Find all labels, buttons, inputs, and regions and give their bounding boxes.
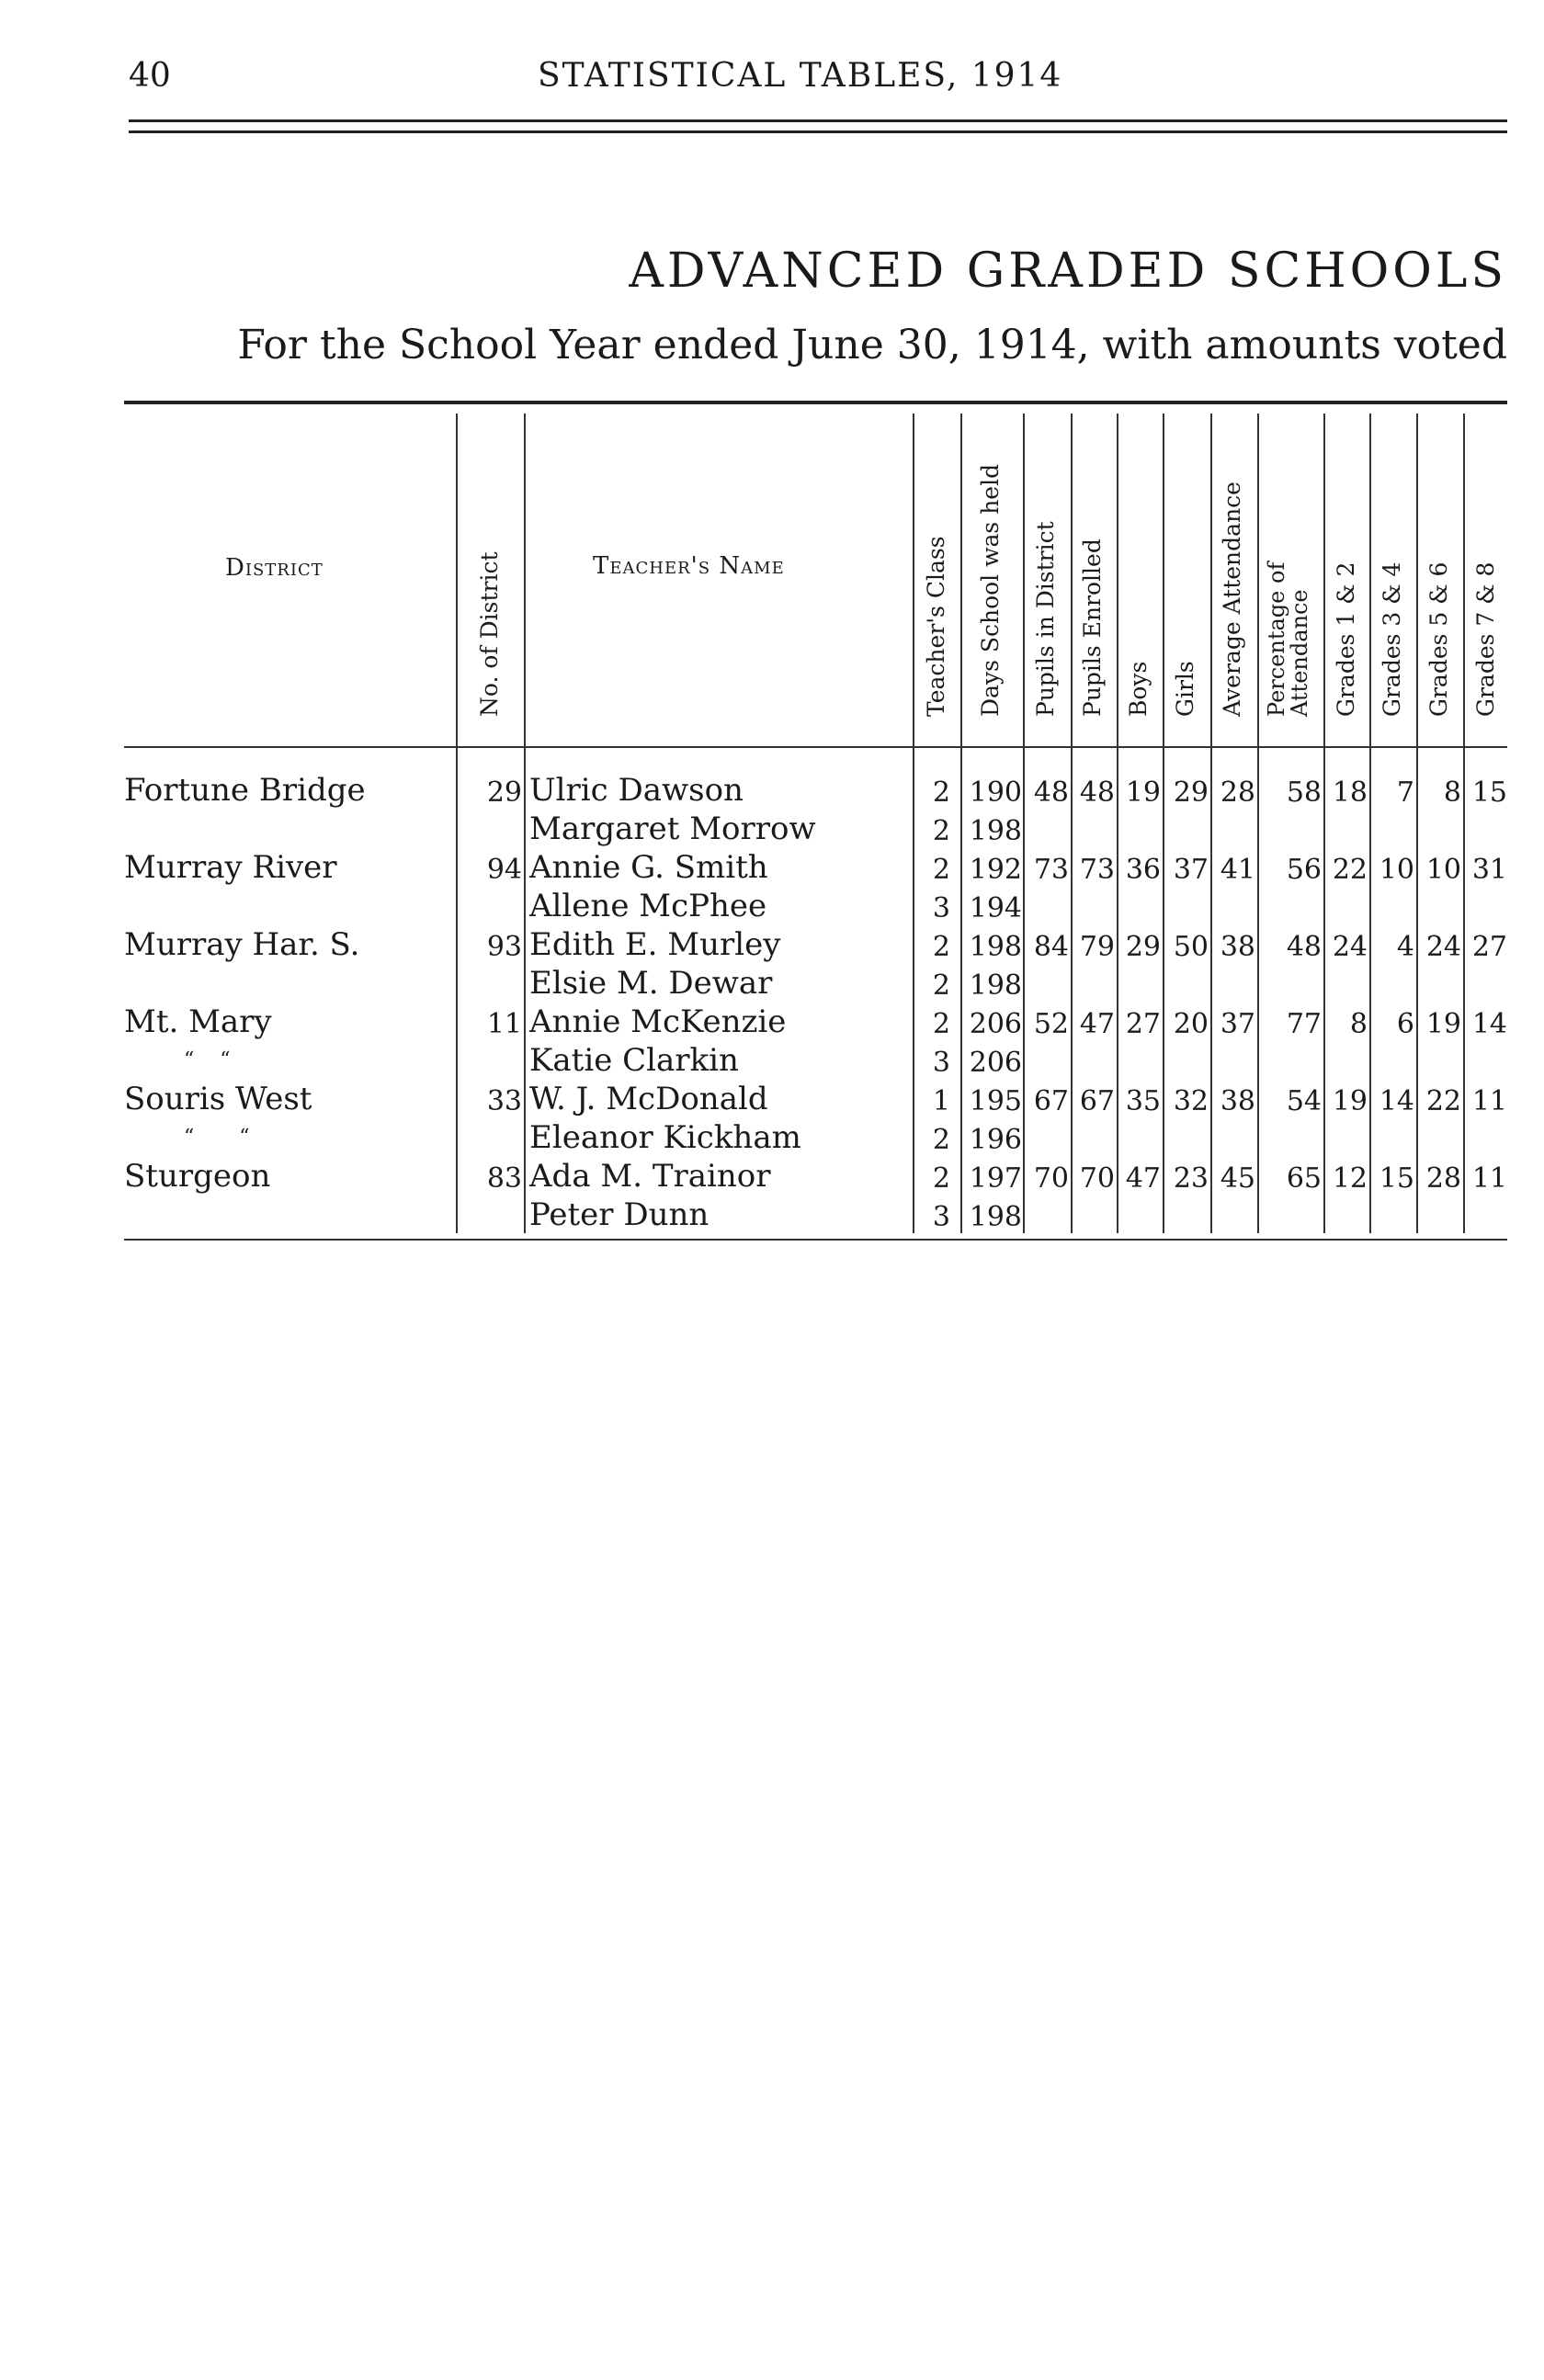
g78-cell: 31 [1471,854,1507,886]
avg-cell: 38 [1220,1085,1255,1117]
g34-cell: 14 [1379,1085,1414,1117]
cls-cell: 2 [932,969,950,1002]
teacher-name-cell: Peter Dunn [529,1196,710,1233]
header-district: District [225,554,324,582]
boys-cell: 19 [1125,776,1161,809]
girls-cell: 50 [1173,931,1209,963]
pct-cell: 58 [1286,776,1322,809]
g56-cell: 19 [1425,1008,1461,1040]
pd-cell: 84 [1033,931,1069,963]
cls-cell: 2 [932,1008,950,1040]
cls-cell: 2 [932,931,950,963]
g56-cell: 22 [1425,1085,1461,1117]
teacher-name-cell: W. J. McDonald [529,1081,768,1117]
header-grades-3-4: Grades 3 & 4 [1379,561,1405,717]
header-pupils-district: Pupils in District [1032,521,1059,717]
avg-cell: 38 [1220,931,1255,963]
g12-cell: 19 [1332,1085,1368,1117]
teacher-name-cell: Ada M. Trainor [529,1158,771,1195]
days-cell: 196 [969,1124,1022,1156]
header-percentage-attendance-line2: Attendance [1287,589,1312,717]
g34-cell: 4 [1396,931,1414,963]
teacher-name-cell: Eleanor Kickham [529,1119,801,1156]
header-days-held: Days School was held [977,463,1004,717]
girls-cell: 20 [1173,1008,1209,1040]
boys-cell: 29 [1125,931,1161,963]
header-average-attendance: Average Attendance [1219,482,1245,717]
days-cell: 206 [969,1047,1022,1079]
boys-cell: 47 [1125,1162,1161,1195]
header-rule [129,130,1507,133]
days-cell: 190 [969,776,1022,809]
no-cell: 33 [486,1085,522,1117]
pct-cell: 56 [1286,854,1322,886]
pe-cell: 48 [1079,776,1115,809]
column-divider [1463,414,1465,1233]
g56-cell: 24 [1425,931,1461,963]
cls-cell: 3 [932,1201,950,1233]
g34-cell: 15 [1379,1162,1414,1195]
pct-cell: 77 [1286,1008,1322,1040]
pe-cell: 67 [1079,1085,1115,1117]
cls-cell: 2 [932,1124,950,1156]
g12-cell: 8 [1349,1008,1368,1040]
g56-cell: 10 [1425,854,1461,886]
girls-cell: 37 [1173,854,1209,886]
g78-cell: 27 [1471,931,1507,963]
header-grades-1-2: Grades 1 & 2 [1333,561,1359,717]
teacher-name-cell: Allene McPhee [529,888,767,924]
g12-cell: 24 [1332,931,1368,963]
avg-cell: 28 [1220,776,1255,809]
header-grades-5-6: Grades 5 & 6 [1425,561,1452,717]
column-divider [1257,414,1259,1233]
cls-cell: 3 [932,892,950,924]
pct-cell: 48 [1286,931,1322,963]
days-cell: 206 [969,1008,1022,1040]
g78-cell: 14 [1471,1008,1507,1040]
days-cell: 192 [969,854,1022,886]
avg-cell: 37 [1220,1008,1255,1040]
g34-cell: 7 [1396,776,1414,809]
header-no-of-district: No. of District [476,551,503,717]
cls-cell: 3 [932,1047,950,1079]
district-cell: Fortune Bridge [124,772,366,809]
pd-cell: 73 [1033,854,1069,886]
column-divider [1210,414,1212,1233]
district-cell: “ “ [184,1048,231,1071]
girls-cell: 29 [1173,776,1209,809]
g56-cell: 28 [1425,1162,1461,1195]
column-divider [524,414,526,1233]
boys-cell: 35 [1125,1085,1161,1117]
g12-cell: 18 [1332,776,1368,809]
pct-cell: 54 [1286,1085,1322,1117]
column-divider [1369,414,1371,1233]
g34-cell: 6 [1396,1008,1414,1040]
g12-cell: 22 [1332,854,1368,886]
days-cell: 198 [969,815,1022,847]
header-girls: Girls [1172,661,1198,717]
pd-cell: 48 [1033,776,1069,809]
column-divider [1117,414,1118,1233]
column-divider [1163,414,1164,1233]
district-cell: Mt. Mary [124,1003,272,1040]
boys-cell: 36 [1125,854,1161,886]
column-divider [1071,414,1073,1233]
header-grades-7-8: Grades 7 & 8 [1472,561,1499,717]
pe-cell: 47 [1079,1008,1115,1040]
g78-cell: 11 [1471,1162,1507,1195]
boys-cell: 27 [1125,1008,1161,1040]
no-cell: 11 [486,1008,522,1040]
table-top-rule [124,401,1507,404]
header-rule [129,119,1507,122]
table-bottom-rule [124,1239,1507,1241]
district-cell: “ “ [184,1126,250,1149]
district-cell: Sturgeon [124,1158,271,1195]
girls-cell: 23 [1173,1162,1209,1195]
district-cell: Murray Har. S. [124,926,360,963]
pd-cell: 70 [1033,1162,1069,1195]
cls-cell: 2 [932,1162,950,1195]
g34-cell: 10 [1379,854,1414,886]
running-title: STATISTICAL TABLES, 1914 [538,57,1063,95]
teacher-name-cell: Katie Clarkin [529,1042,739,1079]
teacher-name-cell: Annie G. Smith [529,849,768,886]
header-teachers-class: Teacher's Class [923,536,949,717]
cls-cell: 1 [932,1085,950,1117]
table-subtitle: For the School Year ended June 30, 1914, with amounts voted [237,322,1507,368]
teacher-name-cell: Ulric Dawson [529,772,744,809]
teacher-name-cell: Margaret Morrow [529,810,816,847]
days-cell: 198 [969,1201,1022,1233]
header-boys: Boys [1125,661,1152,717]
cls-cell: 2 [932,776,950,809]
avg-cell: 45 [1220,1162,1255,1195]
g56-cell: 8 [1443,776,1461,809]
days-cell: 198 [969,969,1022,1002]
column-divider [1023,414,1025,1233]
column-divider [1416,414,1418,1233]
avg-cell: 41 [1220,854,1255,886]
cls-cell: 2 [932,815,950,847]
days-cell: 198 [969,931,1022,963]
girls-cell: 32 [1173,1085,1209,1117]
running-head [129,57,1507,103]
days-cell: 194 [969,892,1022,924]
days-cell: 197 [969,1162,1022,1195]
pd-cell: 67 [1033,1085,1069,1117]
header-teacher-name: Teacher's Name [593,552,785,580]
no-cell: 83 [486,1162,522,1195]
column-divider [1323,414,1325,1233]
column-divider [913,414,914,1233]
g78-cell: 15 [1471,776,1507,809]
column-divider [456,414,458,1233]
teacher-name-cell: Annie McKenzie [529,1003,787,1040]
header-pupils-enrolled: Pupils Enrolled [1079,538,1106,717]
pe-cell: 70 [1079,1162,1115,1195]
pe-cell: 79 [1079,931,1115,963]
pe-cell: 73 [1079,854,1115,886]
header-percentage-attendance-line1: Percentage of [1264,561,1289,717]
g12-cell: 12 [1332,1162,1368,1195]
teacher-name-cell: Elsie M. Dewar [529,965,773,1002]
cls-cell: 2 [932,854,950,886]
column-divider [960,414,962,1233]
pd-cell: 52 [1033,1008,1069,1040]
no-cell: 94 [486,854,522,886]
district-cell: Murray River [124,849,337,886]
table-title: ADVANCED GRADED SCHOOLS [629,244,1507,299]
district-cell: Souris West [124,1081,312,1117]
no-cell: 29 [486,776,522,809]
pct-cell: 65 [1286,1162,1322,1195]
teacher-name-cell: Edith E. Murley [529,926,781,963]
table-header-rule [124,746,1507,748]
page-number: 40 [129,57,171,95]
no-cell: 93 [486,931,522,963]
g78-cell: 11 [1471,1085,1507,1117]
days-cell: 195 [969,1085,1022,1117]
